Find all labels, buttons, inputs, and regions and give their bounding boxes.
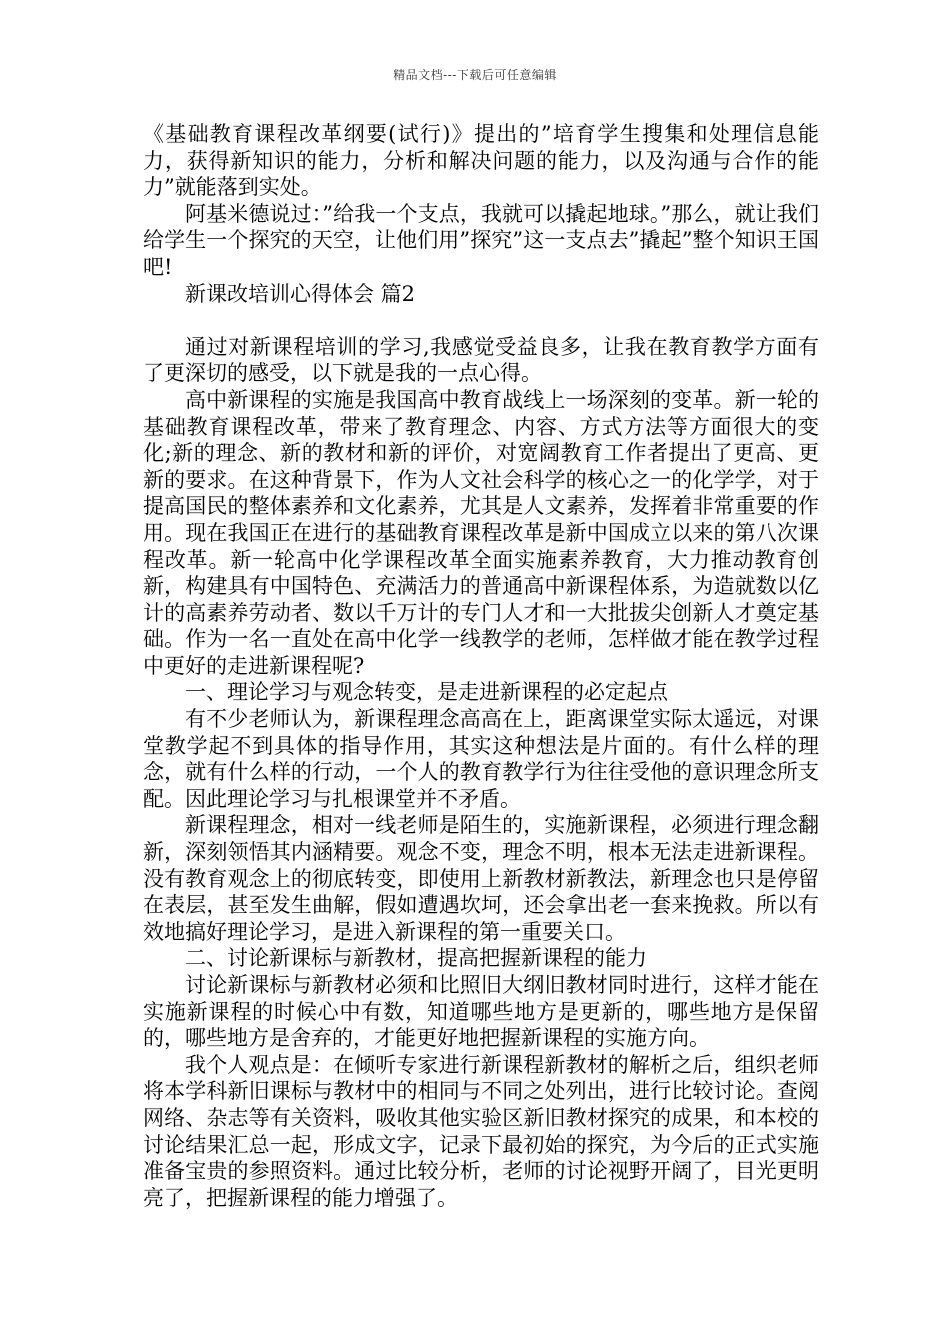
paragraph: 新课程理念，相对一线老师是陌生的，实施新课程，必须进行理念翻新，深刻领悟其内涵精要。观念不变，理念不明，根本无法走进新课程。没有教育观念上的彻底转变，即使用上新教材新教法，新理念也只是停留在表层，甚至发生曲解，假如遭遇坎坷，还会拿出老一套来挽救。所以有效地搞好理论学习，是进入新课程的第一重要关口。 <box>143 813 819 944</box>
paragraph: 我个人观点是：在倾听专家进行新课程新教材的解析之后，组织老师将本学科新旧课标与教材中的相同与不同之处列出，进行比较讨论。查阅网络、杂志等有关资料，吸收其他实验区新旧教材探究的成果，和本校的讨论结果汇总一起，形成文字，记录下最初始的探究，为今后的正式实施准备宝贵的参照资料。通过比较分析，老师的讨论视野开阔了，目光更明亮了，把握新课程的能力增强了。 <box>143 1052 819 1210</box>
document-body <box>143 121 819 1211</box>
paragraph: 《基础教育课程改革纲要(试行)》提出的”培育学生搜集和处理信息能力，获得新知识的能力，分析和解决问题的能力，以及沟通与合作的能力”就能落到实处。 <box>143 122 819 200</box>
section-title: 新课改培训心得体会 篇2 <box>185 281 416 306</box>
paragraph: 讨论新课标与新教材必须和比照旧大纲旧教材同时进行，这样才能在实施新课程的时候心中有数，知道哪些地方是更新的，哪些地方是保留的，哪些地方是舍弃的，才能更好地把握新课程的实施方向。 <box>143 973 819 1051</box>
paragraph: 有不少老师认为，新课程理念高高在上，距离课堂实际太遥远，对课堂教学起不到具体的指导作用，其实这种想法是片面的。有什么样的理念，就有什么样的行动，一个人的教育教学行为往往受他的意识理念所支配。因此理论学习与扎根课堂并不矛盾。 <box>143 707 819 811</box>
paragraph: 阿基米德说过：”给我一个支点，我就可以撬起地球。”那么，就让我们给学生一个探究的天空，让他们用”探究”这一支点去”撬起”整个知识王国吧! <box>143 201 819 279</box>
page-header: 精品文档---下载后可任意编辑 <box>393 68 557 82</box>
section-heading: 二、讨论新课标与新教材，提高把握新课程的能力 <box>185 946 647 971</box>
paragraph: 高中新课程的实施是我国高中教育战线上一场深刻的变革。新一轮的基础教育课程改革，带来了教育理念、内容、方式方法等方面很大的变化;新的理念、新的教材和新的评价，对宽阔教育工作者提出了更高、更新的要求。在这种背景下，作为人文社会科学的核心之一的化学学，对于提高国民的整体素养和文化素养，尤其是人文素养，发挥着非常重要的作用。现在我国正在进行的基础教育课程改革是新中国成立以来的第八次课程改革。新一轮高中化学课程改革全面实施素养教育，大力推动教育创新，构建具有中国特色、充满活力的普通高中新课程体系，为造就数以亿计的高素养劳动者、数以千万计的专门人才和一大批拔尖创新人才奠定基础。作为一名一直处在高中化学一线教学的老师，怎样做才能在教学过程中更好的走进新课程呢? <box>143 387 819 678</box>
section-heading: 一、理论学习与观念转变，是走进新课程的必定起点 <box>185 680 668 705</box>
paragraph: 通过对新课程培训的学习,我感觉受益良多，让我在教育教学方面有了更深切的感受，以下就是我的一点心得。 <box>143 334 819 386</box>
